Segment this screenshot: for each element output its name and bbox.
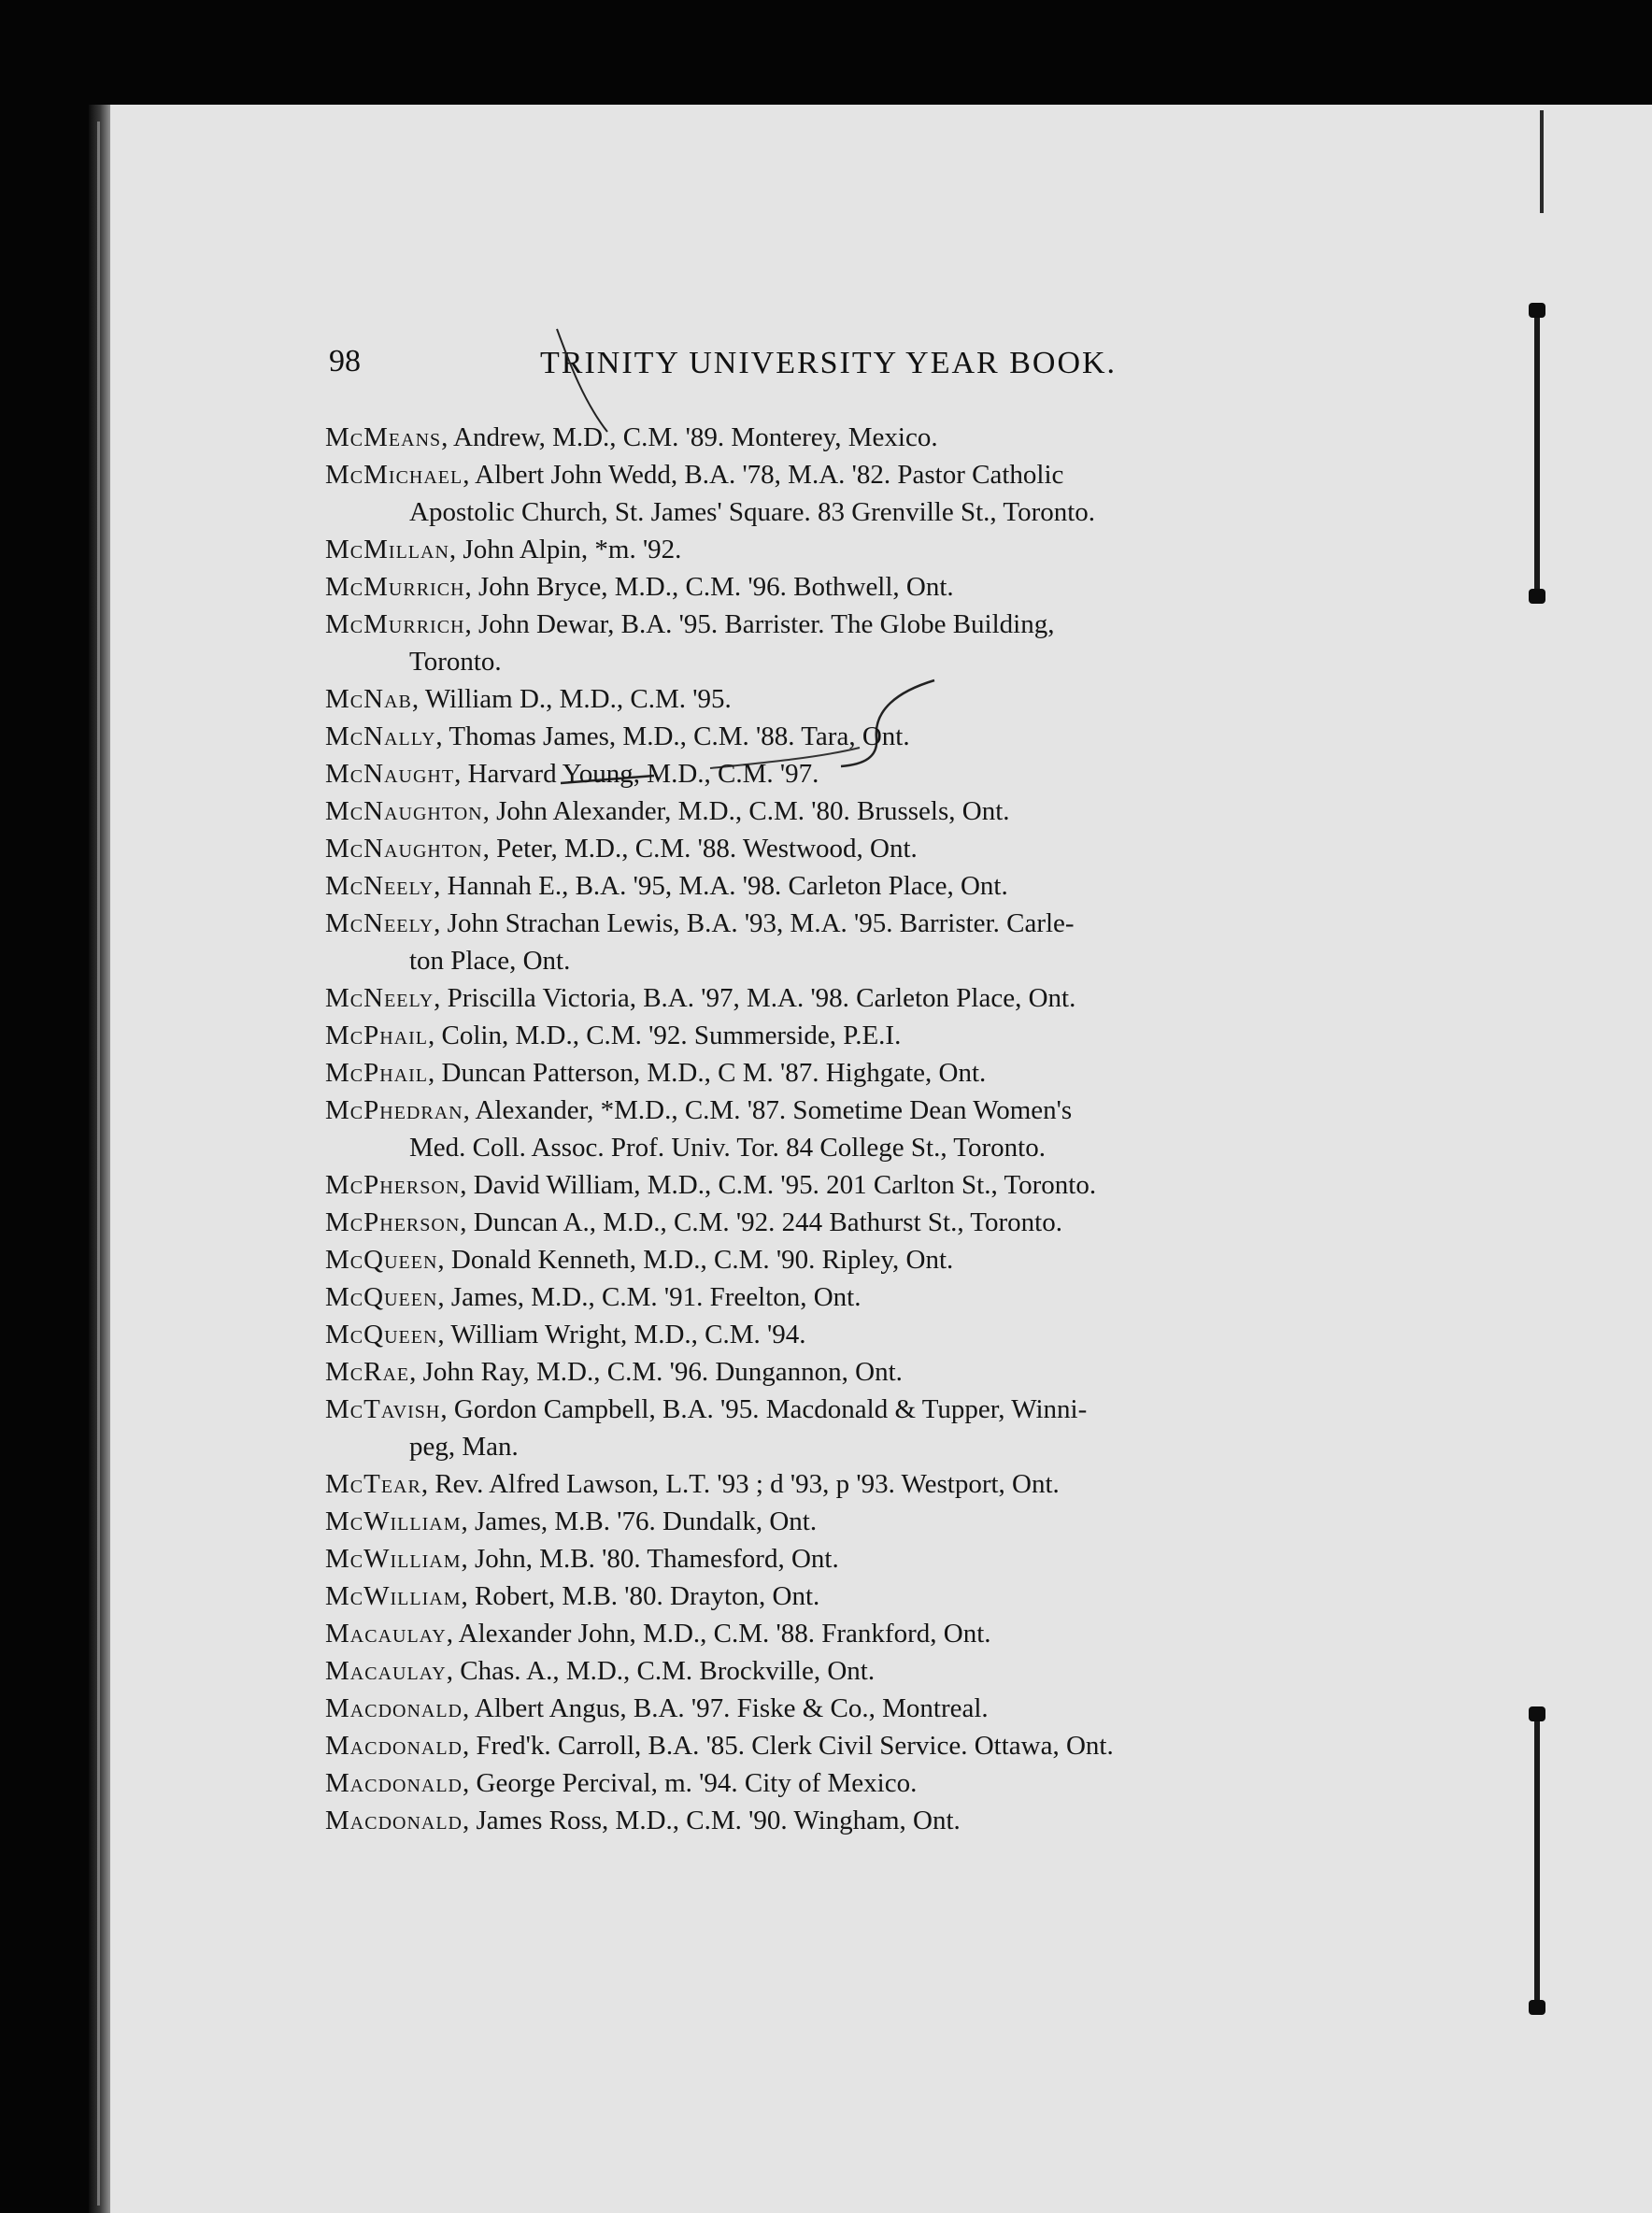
entry-surname: McPhedran — [325, 1095, 463, 1125]
entry-surname: McWilliam — [325, 1581, 462, 1611]
entry-surname: Macdonald — [325, 1768, 463, 1798]
directory-entry — [325, 1316, 1306, 1353]
entry-details: , Donald Kenneth, M.D., C.M. '90. Ripley, Ont. — [437, 1245, 954, 1275]
directory-entry — [325, 792, 1306, 830]
entry-surname: McNeely — [325, 908, 434, 938]
page-number: 98 — [329, 344, 361, 378]
directory-entry — [325, 568, 1306, 606]
directory-entry — [325, 1353, 1306, 1391]
directory-entry — [325, 1764, 1306, 1802]
entry-details: , William Wright, M.D., C.M. '94. — [437, 1320, 806, 1349]
entry-details: , David William, M.D., C.M. '95. 201 Carlton St., Toronto. — [460, 1170, 1097, 1200]
entry-details: , John Strachan Lewis, B.A. '93, M.A. '95. Barrister. Carle- — [434, 908, 1075, 938]
directory-entry — [325, 1204, 1306, 1241]
directory-entry — [325, 606, 1306, 643]
directory-entry — [325, 1503, 1306, 1540]
entry-surname: McNeely — [325, 871, 434, 901]
page-clip-bottom — [1529, 1712, 1545, 2009]
entry-surname: Macdonald — [325, 1731, 463, 1761]
entry-details: , Chas. A., M.D., C.M. Brockville, Ont. — [446, 1656, 876, 1686]
entry-continuation-text: Toronto. — [409, 647, 502, 677]
directory-entry — [325, 680, 1306, 718]
entry-surname: McNally — [325, 721, 436, 751]
directory-entry — [325, 1166, 1306, 1204]
entry-details: , Duncan A., M.D., C.M. '92. 244 Bathurst St., Toronto. — [460, 1207, 1062, 1237]
entry-surname: McMillan — [325, 535, 449, 564]
entry-details: , Priscilla Victoria, B.A. '97, M.A. '98. Carleton Place, Ont. — [434, 983, 1076, 1013]
entry-details: , Alexander John, M.D., C.M. '88. Frankford, Ont. — [446, 1619, 991, 1649]
entry-details: , Alexander, *M.D., C.M. '87. Sometime Dean Women's — [463, 1095, 1073, 1125]
page-header — [329, 344, 1301, 391]
entry-continuation — [325, 1129, 1306, 1166]
directory-entry — [325, 1578, 1306, 1615]
entry-details: , James Ross, M.D., C.M. '90. Wingham, Ont. — [463, 1806, 961, 1835]
running-title: TRINITY UNIVERSITY YEAR BOOK. — [540, 346, 1118, 380]
entry-details: , John Alexander, M.D., C.M. '80. Brussels, Ont. — [482, 796, 1010, 826]
entry-details: , John Bryce, M.D., C.M. '96. Bothwell, Ont. — [464, 572, 954, 602]
entry-details: , Andrew, M.D., C.M. '89. Monterey, Mexico. — [441, 422, 938, 452]
entry-continuation — [325, 643, 1306, 680]
directory-entry — [325, 718, 1306, 755]
directory-entry — [325, 1540, 1306, 1578]
page-clip-hook — [1540, 110, 1544, 213]
entry-surname: Macaulay — [325, 1656, 447, 1686]
directory-entry — [325, 1054, 1306, 1092]
entry-details: , Hannah E., B.A. '95, M.A. '98. Carleton Place, Ont. — [434, 871, 1008, 901]
entry-continuation-text: Med. Coll. Assoc. Prof. Univ. Tor. 84 College St., Toronto. — [409, 1133, 1046, 1163]
entry-details: , George Percival, m. '94. City of Mexico. — [463, 1768, 918, 1798]
entry-surname: McNaughton — [325, 834, 483, 864]
entry-surname: McMichael — [325, 460, 463, 490]
entry-details: , Harvard Young, M.D., C.M. '97. — [454, 759, 819, 789]
entry-surname: McPherson — [325, 1207, 461, 1237]
entry-surname: McNeely — [325, 983, 434, 1013]
directory-entry — [325, 1802, 1306, 1839]
entry-surname: McTear — [325, 1469, 421, 1499]
directory-entry — [325, 905, 1306, 942]
directory-entry — [325, 1092, 1306, 1129]
entry-details: , James, M.B. '76. Dundalk, Ont. — [461, 1506, 818, 1536]
entry-surname: McNaught — [325, 759, 455, 789]
entry-surname: McMurrich — [325, 609, 465, 639]
directory-entry — [325, 1241, 1306, 1278]
entry-surname: Macaulay — [325, 1619, 447, 1649]
entry-surname: Macdonald — [325, 1693, 463, 1723]
entry-continuation — [325, 1428, 1306, 1465]
entry-surname: Macdonald — [325, 1806, 463, 1835]
directory-entry — [325, 755, 1306, 792]
entry-details: , John, M.B. '80. Thamesford, Ont. — [461, 1544, 839, 1574]
entry-details: , Albert Angus, B.A. '97. Fiske & Co., Montreal. — [463, 1693, 989, 1723]
directory-entry — [325, 1652, 1306, 1690]
entry-surname: McQueen — [325, 1245, 438, 1275]
entry-details: , John Dewar, B.A. '95. Barrister. The Globe Building, — [464, 609, 1055, 639]
entry-details: , Peter, M.D., C.M. '88. Westwood, Ont. — [482, 834, 918, 864]
entry-continuation-text: ton Place, Ont. — [409, 946, 571, 976]
spine-line — [97, 121, 100, 2206]
directory-entry — [325, 830, 1306, 867]
entry-surname: McQueen — [325, 1282, 438, 1312]
entry-surname: McTavish — [325, 1394, 441, 1424]
entry-surname: McNab — [325, 684, 412, 714]
directory-entry — [325, 1727, 1306, 1764]
entry-continuation-text: Apostolic Church, St. James' Square. 83 Grenville St., Toronto. — [409, 497, 1096, 527]
entry-continuation — [325, 942, 1306, 979]
entry-details: , William D., M.D., C.M. '95. — [411, 684, 732, 714]
entry-surname: McPherson — [325, 1170, 461, 1200]
entry-surname: McMurrich — [325, 572, 465, 602]
entry-surname: McPhail — [325, 1021, 429, 1050]
entry-details: , Fred'k. Carroll, B.A. '85. Clerk Civil Service. Ottawa, Ont. — [463, 1731, 1114, 1761]
directory-entry — [325, 867, 1306, 905]
entry-details: , Colin, M.D., C.M. '92. Summerside, P.E.I. — [428, 1021, 902, 1050]
directory-entry — [325, 1017, 1306, 1054]
directory-entry — [325, 1391, 1306, 1428]
directory-entry — [325, 1465, 1306, 1503]
directory-entry — [325, 419, 1306, 456]
entry-continuation — [325, 493, 1306, 531]
directory-entry — [325, 979, 1306, 1017]
entry-details: , Robert, M.B. '80. Drayton, Ont. — [461, 1581, 820, 1611]
entry-continuation-text: peg, Man. — [409, 1432, 519, 1462]
entry-surname: McPhail — [325, 1058, 429, 1088]
entry-details: , Gordon Campbell, B.A. '95. Macdonald & Tupper, Winni- — [440, 1394, 1088, 1424]
entry-surname: McRae — [325, 1357, 410, 1387]
directory-entry — [325, 1615, 1306, 1652]
entry-details: , Rev. Alfred Lawson, L.T. '93 ; d '93, p '93. Westport, Ont. — [420, 1469, 1060, 1499]
directory-entry — [325, 1690, 1306, 1727]
entry-details: , Duncan Patterson, M.D., C M. '87. Highgate, Ont. — [428, 1058, 987, 1088]
directory-entry — [325, 1278, 1306, 1316]
entry-details: , Thomas James, M.D., C.M. '88. Tara, Ont. — [435, 721, 910, 751]
entry-surname: McWilliam — [325, 1544, 462, 1574]
directory-entry — [325, 456, 1306, 493]
entry-surname: McNaughton — [325, 796, 483, 826]
entry-surname: McWilliam — [325, 1506, 462, 1536]
entry-details: , John Ray, M.D., C.M. '96. Dungannon, Ont. — [409, 1357, 903, 1387]
entry-surname: McMeans — [325, 422, 442, 452]
page-clip-top — [1529, 308, 1545, 598]
directory-entry — [325, 531, 1306, 568]
entry-details: , Albert John Wedd, B.A. '78, M.A. '82. Pastor Catholic — [463, 460, 1064, 490]
entry-details: , James, M.D., C.M. '91. Freelton, Ont. — [437, 1282, 862, 1312]
directory-entries — [325, 419, 1306, 1839]
entry-details: , John Alpin, *m. '92. — [449, 535, 682, 564]
entry-surname: McQueen — [325, 1320, 438, 1349]
